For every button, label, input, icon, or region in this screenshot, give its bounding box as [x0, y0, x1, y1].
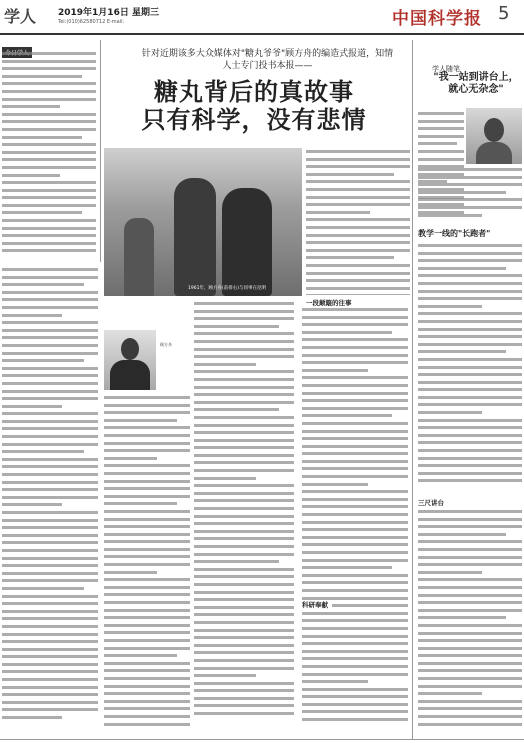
photo-head — [121, 338, 139, 360]
photo-figure — [124, 218, 154, 296]
photo-figure — [174, 178, 216, 296]
sidebar-text-intro-2 — [418, 168, 522, 224]
masthead — [0, 0, 524, 36]
column-divider — [100, 40, 101, 262]
bottom-rule — [0, 739, 524, 740]
masthead-rule — [0, 33, 524, 35]
article-text-top-right — [306, 150, 410, 295]
article-kicker: 针对近期该多大众媒体对"糖丸爷爷"顾方舟的编造式报道，知情人士专门投书本报—— — [141, 49, 394, 71]
main-photo-caption: 1961年，顾方舟(前排右)与同事在昆明 — [188, 286, 266, 291]
article-column-1 — [104, 396, 190, 736]
left-column — [2, 40, 98, 260]
article-subhead-2: 科研奉献 — [302, 600, 332, 609]
newspaper-logo: 中国科学报 — [392, 9, 482, 29]
section-name: 学人 — [4, 7, 37, 26]
issue-date: 2019年1月16日 星期三 — [58, 8, 159, 18]
sidebar-subhead-2: 三尺讲台 — [418, 499, 444, 507]
photo-head — [484, 118, 504, 142]
sidebar-text-lower — [418, 510, 522, 735]
main-photo — [104, 148, 302, 296]
portrait-photo — [104, 330, 156, 390]
article-column-3 — [302, 308, 408, 736]
sidebar-title: "我一站到讲台上，就心无杂念" — [433, 72, 519, 95]
sidebar-subhead-1: 教学一线的"长跑者" — [418, 228, 491, 238]
sidebar-kicker: 学人随笔 — [432, 65, 460, 73]
sidebar-text-body — [418, 244, 522, 494]
sidebar-photo — [466, 108, 522, 164]
masthead-contact-info: Tel:(010)62580712 E-mail: — [58, 19, 125, 25]
headline-line-1: 糖丸背后的真故事 — [154, 77, 354, 106]
page-number: 5 — [498, 3, 510, 24]
left-column-text-lower — [2, 268, 98, 738]
photo-body — [110, 360, 150, 390]
article-subhead-1: 一段颠簸的往事 — [306, 299, 352, 307]
photo-figure — [222, 188, 272, 296]
photo-body — [476, 142, 512, 164]
headline-line-2: 只有科学，没有悲情 — [141, 105, 367, 134]
article-column-2 — [194, 302, 294, 736]
column-divider — [412, 40, 413, 740]
article-headline — [104, 78, 404, 134]
portrait-caption: 顾方舟 — [160, 342, 172, 347]
left-column-text — [2, 52, 96, 257]
